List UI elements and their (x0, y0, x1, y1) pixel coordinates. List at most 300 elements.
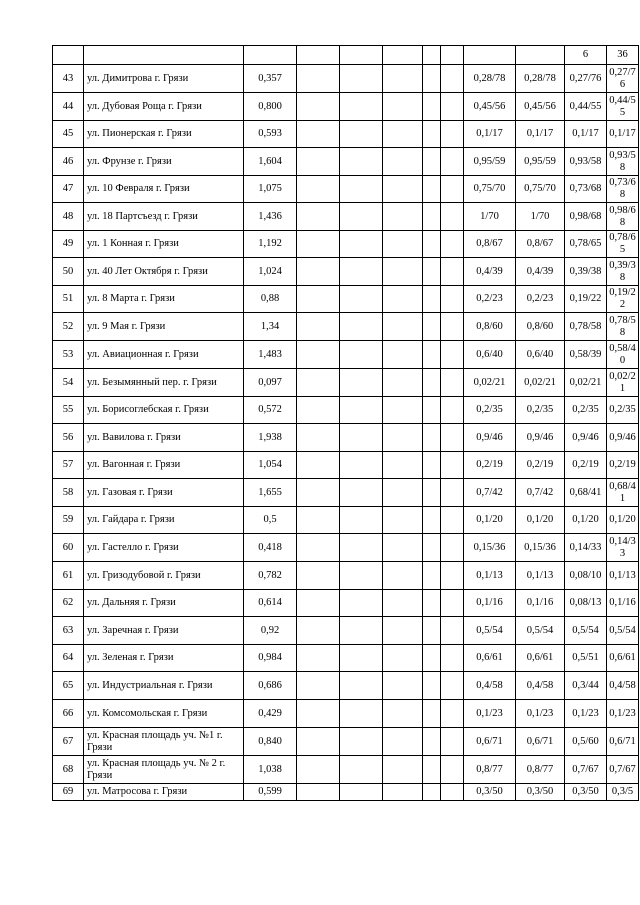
cell-empty (340, 231, 383, 258)
cell-value-d: 0,5/54 (607, 617, 639, 645)
cell-empty (423, 231, 441, 258)
table-row (53, 728, 639, 756)
cell-value-a: 0,2/35 (464, 397, 516, 424)
cell-value-d: 0,14/33 (607, 534, 639, 562)
cell-length: 1,34 (244, 313, 297, 341)
cell-empty (297, 645, 340, 672)
cell-empty (297, 700, 340, 728)
table-row (53, 784, 639, 801)
cell-empty (297, 121, 340, 148)
road-table (52, 45, 639, 801)
cell-empty (423, 148, 441, 176)
cell-empty (297, 258, 340, 286)
cell-num: 54 (53, 369, 84, 397)
cell-empty (423, 645, 441, 672)
cell-empty (423, 617, 441, 645)
cell-value-d: 0,73/68 (607, 176, 639, 203)
cell-empty (441, 672, 464, 700)
cell-empty (423, 700, 441, 728)
cell-num: 50 (53, 258, 84, 286)
cell-value-d: 0,4/58 (607, 672, 639, 700)
cell-empty (441, 756, 464, 784)
cell-value-c: 0,27/76 (565, 65, 607, 93)
cell-value-c: 0,3/50 (565, 784, 607, 801)
cell-street: ул. Дубовая Роща г. Грязи (84, 93, 244, 121)
cell-empty (297, 313, 340, 341)
cell-num: 60 (53, 534, 84, 562)
cell-value-c: 0,44/55 (565, 93, 607, 121)
cell-empty (423, 203, 441, 231)
cell-street: ул. Матросова г. Грязи (84, 784, 244, 801)
cell-num: 64 (53, 645, 84, 672)
cell-value-b: 0,2/23 (516, 286, 565, 313)
cell-num: 46 (53, 148, 84, 176)
cell-num: 68 (53, 756, 84, 784)
cell-length: 0,92 (244, 617, 297, 645)
cell-street: ул. Фрунзе г. Грязи (84, 148, 244, 176)
cell-value-b: 0,28/78 (516, 65, 565, 93)
table-row (53, 452, 639, 479)
cell-length: 0,800 (244, 93, 297, 121)
cell-empty (297, 590, 340, 617)
cell-value-b: 0,8/67 (516, 231, 565, 258)
cell-empty (441, 203, 464, 231)
cell-length (244, 46, 297, 65)
table-row (53, 258, 639, 286)
cell-value-c: 0,1/20 (565, 507, 607, 534)
cell-value-a: 0,8/60 (464, 313, 516, 341)
cell-empty (297, 617, 340, 645)
cell-empty (441, 93, 464, 121)
cell-empty (423, 672, 441, 700)
cell-empty (297, 562, 340, 590)
cell-empty (383, 756, 423, 784)
cell-value-d: 0,6/71 (607, 728, 639, 756)
cell-street: ул. 1 Конная г. Грязи (84, 231, 244, 258)
cell-value-d: 0,1/13 (607, 562, 639, 590)
cell-value-a: 0,1/17 (464, 121, 516, 148)
table-row (53, 369, 639, 397)
cell-value-d: 0,1/20 (607, 507, 639, 534)
cell-empty (423, 756, 441, 784)
cell-value-a: 0,4/39 (464, 258, 516, 286)
cell-empty (297, 397, 340, 424)
cell-value-a: 0,6/71 (464, 728, 516, 756)
cell-value-c: 0,58/39 (565, 341, 607, 369)
cell-empty (297, 784, 340, 801)
cell-empty (383, 617, 423, 645)
cell-value-a: 0,45/56 (464, 93, 516, 121)
cell-value-b: 0,4/39 (516, 258, 565, 286)
cell-length: 0,599 (244, 784, 297, 801)
cell-value-a: 0,4/58 (464, 672, 516, 700)
cell-empty (340, 203, 383, 231)
cell-length: 1,655 (244, 479, 297, 507)
cell-value-d: 0,78/58 (607, 313, 639, 341)
cell-num: 58 (53, 479, 84, 507)
cell-empty (340, 65, 383, 93)
table-row (53, 231, 639, 258)
cell-empty (297, 424, 340, 452)
cell-empty (383, 121, 423, 148)
cell-value-c: 0,5/51 (565, 645, 607, 672)
table-row-continued (53, 46, 639, 65)
cell-empty (423, 784, 441, 801)
cell-num: 67 (53, 728, 84, 756)
cell-empty (297, 507, 340, 534)
cell-street: ул. Зеленая г. Грязи (84, 645, 244, 672)
table-row (53, 507, 639, 534)
cell-empty (383, 700, 423, 728)
cell-value-b: 0,95/59 (516, 148, 565, 176)
cell-empty (441, 590, 464, 617)
cell-empty (383, 286, 423, 313)
cell-value-d: 0,7/67 (607, 756, 639, 784)
cell-empty (441, 286, 464, 313)
cell-empty (340, 424, 383, 452)
cell-empty (383, 424, 423, 452)
cell-length: 0,418 (244, 534, 297, 562)
table-row (53, 176, 639, 203)
table-row (53, 672, 639, 700)
table-row (53, 645, 639, 672)
cell-empty (383, 46, 423, 65)
cell-empty (340, 46, 383, 65)
cell-num: 56 (53, 424, 84, 452)
cell-street: ул. Гризодубовой г. Грязи (84, 562, 244, 590)
cell-value-b: 0,1/16 (516, 590, 565, 617)
cell-empty (340, 341, 383, 369)
table-row (53, 397, 639, 424)
cell-street: ул. Борисоглебская г. Грязи (84, 397, 244, 424)
cell-empty (441, 46, 464, 65)
cell-value-a: 0,6/61 (464, 645, 516, 672)
cell-street: ул. Индустриальная г. Грязи (84, 672, 244, 700)
table-row (53, 203, 639, 231)
cell-empty (441, 65, 464, 93)
cell-empty (516, 46, 565, 65)
cell-value-c: 0,3/44 (565, 672, 607, 700)
cell-value-a: 0,5/54 (464, 617, 516, 645)
cell-num: 63 (53, 617, 84, 645)
cell-value-d: 0,44/55 (607, 93, 639, 121)
cell-value-d: 0,1/23 (607, 700, 639, 728)
cell-street: ул. Красная площадь уч. №1 г. Грязи (84, 728, 244, 756)
cell-empty (423, 65, 441, 93)
cell-empty (340, 286, 383, 313)
cell-empty (383, 176, 423, 203)
cell-length: 1,483 (244, 341, 297, 369)
cell-street: ул. Дальняя г. Грязи (84, 590, 244, 617)
cell-empty (383, 231, 423, 258)
cell-street: ул. Вагонная г. Грязи (84, 452, 244, 479)
cell-value-a: 0,1/23 (464, 700, 516, 728)
cell-length: 0,357 (244, 65, 297, 93)
cell-length: 0,88 (244, 286, 297, 313)
cell-value-a: 0,2/23 (464, 286, 516, 313)
cell-value-c: 0,5/54 (565, 617, 607, 645)
cell-empty (297, 728, 340, 756)
cell-empty (423, 397, 441, 424)
cell-empty (441, 645, 464, 672)
table-row (53, 534, 639, 562)
cell-value-d: 0,3/5 (607, 784, 639, 801)
cell-value-c: 0,1/23 (565, 700, 607, 728)
cell-num: 49 (53, 231, 84, 258)
cell-empty (423, 369, 441, 397)
cell-length: 1,075 (244, 176, 297, 203)
cell-empty (340, 258, 383, 286)
cell-value-b: 0,1/17 (516, 121, 565, 148)
cell-empty (297, 286, 340, 313)
cell-empty (297, 369, 340, 397)
cell-length: 1,024 (244, 258, 297, 286)
cell-empty (423, 121, 441, 148)
cell-value-b: 0,5/54 (516, 617, 565, 645)
cell-empty (340, 507, 383, 534)
cell-length: 0,429 (244, 700, 297, 728)
table-row (53, 121, 639, 148)
cell-value-c: 0,2/19 (565, 452, 607, 479)
cell-value-c: 0,78/65 (565, 231, 607, 258)
cell-num: 62 (53, 590, 84, 617)
cell-value-b: 0,75/70 (516, 176, 565, 203)
cell-empty (441, 231, 464, 258)
cell-street: ул. 8 Марта г. Грязи (84, 286, 244, 313)
cell-empty (340, 590, 383, 617)
table-body (53, 46, 639, 801)
table-row (53, 341, 639, 369)
cell-value-c: 0,02/21 (565, 369, 607, 397)
cell-street: ул. Пионерская г. Грязи (84, 121, 244, 148)
cell-empty (441, 148, 464, 176)
cell-value-b: 0,1/13 (516, 562, 565, 590)
cell-length: 1,938 (244, 424, 297, 452)
cell-value-d: 0,27/76 (607, 65, 639, 93)
cell-empty (340, 728, 383, 756)
cell-length: 1,436 (244, 203, 297, 231)
cell-empty (441, 452, 464, 479)
cell-empty (441, 369, 464, 397)
cell-length: 0,614 (244, 590, 297, 617)
cell-value-a: 1/70 (464, 203, 516, 231)
cell-empty (383, 258, 423, 286)
table-row (53, 93, 639, 121)
cell-value-c: 0,68/41 (565, 479, 607, 507)
cell-empty (441, 341, 464, 369)
cell-street: ул. Безымянный пер. г. Грязи (84, 369, 244, 397)
cell-empty (297, 341, 340, 369)
cell-empty (441, 121, 464, 148)
cell-value-c: 0,98/68 (565, 203, 607, 231)
cell-length: 0,572 (244, 397, 297, 424)
cell-empty (297, 534, 340, 562)
cell-empty (383, 452, 423, 479)
cell-value-b: 0,4/58 (516, 672, 565, 700)
cell-num: 43 (53, 65, 84, 93)
cell-empty (383, 369, 423, 397)
cell-value-b: 0,7/42 (516, 479, 565, 507)
cell-value-d: 0,6/61 (607, 645, 639, 672)
cell-value-a: 0,1/16 (464, 590, 516, 617)
cell-value-c: 0,08/10 (565, 562, 607, 590)
cell-empty (383, 507, 423, 534)
cell-value-a: 0,7/42 (464, 479, 516, 507)
cell-empty (297, 46, 340, 65)
cell-empty (383, 534, 423, 562)
cell-num: 61 (53, 562, 84, 590)
cell-empty (297, 203, 340, 231)
cell-num: 51 (53, 286, 84, 313)
cell-value-a: 0,28/78 (464, 65, 516, 93)
cell-num: 65 (53, 672, 84, 700)
cell-empty (423, 341, 441, 369)
table-row (53, 700, 639, 728)
cell-empty (297, 148, 340, 176)
cell-value-d: 0,19/22 (607, 286, 639, 313)
cell-empty (297, 452, 340, 479)
cell-length: 1,038 (244, 756, 297, 784)
cell-empty (297, 93, 340, 121)
cell-empty (423, 258, 441, 286)
cell-empty (383, 397, 423, 424)
cell-empty (297, 231, 340, 258)
cell-num: 45 (53, 121, 84, 148)
cell-empty (423, 452, 441, 479)
cell-empty (383, 93, 423, 121)
table-row (53, 65, 639, 93)
cell-empty (441, 728, 464, 756)
cell-empty (340, 756, 383, 784)
cell-num: 69 (53, 784, 84, 801)
cell-empty (383, 784, 423, 801)
cell-street (84, 46, 244, 65)
cell-value-a: 0,2/19 (464, 452, 516, 479)
cell-value-d: 36 (607, 46, 639, 65)
cell-value-b: 0,45/56 (516, 93, 565, 121)
cell-value-c: 0,78/58 (565, 313, 607, 341)
table-row (53, 756, 639, 784)
cell-value-c: 0,08/13 (565, 590, 607, 617)
cell-empty (340, 700, 383, 728)
cell-empty (423, 313, 441, 341)
cell-value-a: 0,02/21 (464, 369, 516, 397)
cell-empty (423, 534, 441, 562)
cell-value-a: 0,1/20 (464, 507, 516, 534)
cell-empty (340, 93, 383, 121)
table-row (53, 424, 639, 452)
cell-value-d: 0,1/17 (607, 121, 639, 148)
table-row (53, 148, 639, 176)
cell-empty (340, 121, 383, 148)
table-row (53, 479, 639, 507)
cell-street: ул. Гайдара г. Грязи (84, 507, 244, 534)
cell-empty (383, 479, 423, 507)
cell-empty (423, 93, 441, 121)
cell-street: ул. Комсомольская г. Грязи (84, 700, 244, 728)
cell-value-b: 0,6/61 (516, 645, 565, 672)
cell-street: ул. 40 Лет Октября г. Грязи (84, 258, 244, 286)
cell-empty (423, 286, 441, 313)
cell-empty (441, 258, 464, 286)
cell-empty (441, 176, 464, 203)
cell-street: ул. Димитрова г. Грязи (84, 65, 244, 93)
cell-empty (441, 562, 464, 590)
cell-empty (297, 479, 340, 507)
cell-value-c: 0,9/46 (565, 424, 607, 452)
cell-empty (441, 424, 464, 452)
cell-value-d: 0,39/38 (607, 258, 639, 286)
cell-value-c: 0,14/33 (565, 534, 607, 562)
cell-value-c: 0,93/58 (565, 148, 607, 176)
cell-empty (383, 148, 423, 176)
cell-length: 1,054 (244, 452, 297, 479)
cell-length: 0,593 (244, 121, 297, 148)
cell-value-c: 0,2/35 (565, 397, 607, 424)
cell-length: 0,097 (244, 369, 297, 397)
cell-street: ул. Заречная г. Грязи (84, 617, 244, 645)
cell-empty (441, 313, 464, 341)
cell-value-b: 0,9/46 (516, 424, 565, 452)
cell-value-a: 0,75/70 (464, 176, 516, 203)
cell-street: ул. 10 Февраля г. Грязи (84, 176, 244, 203)
cell-value-a: 0,6/40 (464, 341, 516, 369)
cell-value-b: 0,15/36 (516, 534, 565, 562)
cell-empty (383, 341, 423, 369)
cell-empty (297, 176, 340, 203)
cell-value-c: 0,1/17 (565, 121, 607, 148)
cell-empty (423, 176, 441, 203)
cell-length: 1,192 (244, 231, 297, 258)
cell-empty (340, 617, 383, 645)
cell-empty (297, 756, 340, 784)
cell-empty (423, 424, 441, 452)
cell-value-d: 0,02/21 (607, 369, 639, 397)
cell-empty (441, 534, 464, 562)
cell-empty (441, 479, 464, 507)
cell-empty (340, 645, 383, 672)
cell-length: 0,782 (244, 562, 297, 590)
cell-value-c: 0,7/67 (565, 756, 607, 784)
cell-empty (340, 672, 383, 700)
cell-street: ул. 9 Мая г. Грязи (84, 313, 244, 341)
cell-street: ул. Гастелло г. Грязи (84, 534, 244, 562)
cell-empty (464, 46, 516, 65)
cell-value-b: 0,6/71 (516, 728, 565, 756)
cell-value-d: 0,98/68 (607, 203, 639, 231)
cell-empty (340, 176, 383, 203)
cell-value-a: 0,8/67 (464, 231, 516, 258)
cell-length: 0,686 (244, 672, 297, 700)
cell-value-b: 0,6/40 (516, 341, 565, 369)
cell-value-d: 0,9/46 (607, 424, 639, 452)
cell-num: 53 (53, 341, 84, 369)
cell-empty (441, 617, 464, 645)
cell-empty (383, 645, 423, 672)
cell-empty (340, 534, 383, 562)
cell-value-d: 0,2/19 (607, 452, 639, 479)
cell-empty (340, 148, 383, 176)
cell-num: 52 (53, 313, 84, 341)
cell-empty (441, 784, 464, 801)
cell-length: 0,984 (244, 645, 297, 672)
cell-value-b: 1/70 (516, 203, 565, 231)
cell-value-b: 0,02/21 (516, 369, 565, 397)
cell-value-b: 0,3/50 (516, 784, 565, 801)
cell-num: 55 (53, 397, 84, 424)
cell-value-b: 0,1/23 (516, 700, 565, 728)
cell-empty (383, 313, 423, 341)
